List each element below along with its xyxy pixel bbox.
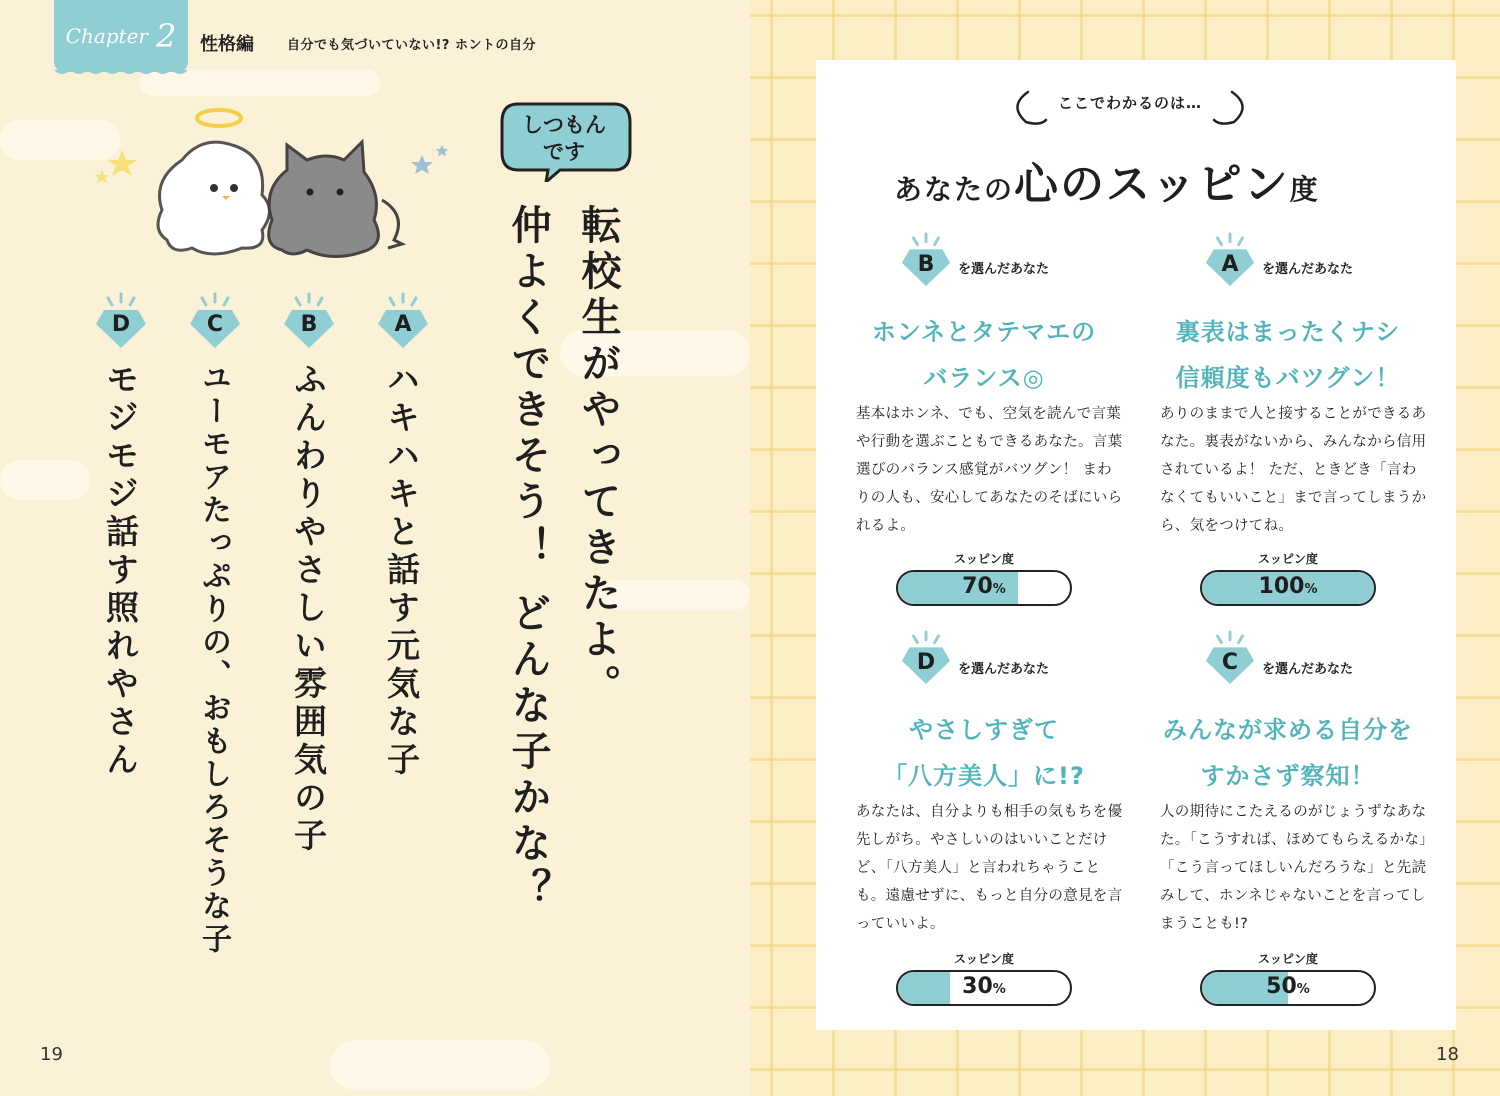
page-number-left: 19	[40, 1044, 63, 1065]
chapter-tab	[54, 0, 188, 72]
devil-tail-icon	[382, 200, 402, 248]
suppin-gauge	[1200, 970, 1376, 1006]
results-title-prefix: あなたの	[894, 173, 1015, 206]
section-name: 性格編	[200, 34, 254, 55]
suppin-gauge	[896, 570, 1072, 606]
gauge-value	[1202, 574, 1374, 599]
answer-letter: C	[206, 312, 224, 337]
result-letter: D	[916, 650, 936, 675]
result-body: あなたは、自分よりも相手の気もちを優先しがち。やさしいのはいいことだけど、「八方美人」と言われちゃうことも。遠慮せずに、もっと自分の意見を言っていいよ。	[856, 804, 1123, 932]
angel-ghost-icon	[158, 142, 270, 254]
answer-letter: D	[111, 312, 131, 337]
choice-label: を選んだあなた	[1262, 662, 1354, 677]
star-icon	[411, 145, 448, 174]
tab-wave-edge	[54, 70, 188, 78]
result-title-line-1: やさしすぎて	[909, 716, 1059, 744]
gauge-percent: 30	[962, 974, 993, 999]
page-number-right: 18	[1436, 1044, 1459, 1065]
question-line-1: 転校生がやってきたよ。	[575, 204, 621, 710]
star-icon	[95, 150, 137, 183]
choice-label: を選んだあなた	[958, 662, 1050, 677]
result-title-line-2: すかさず察知！	[1200, 761, 1376, 790]
result-body: 人の期待にこたえるのがじょうずなあなた。「こうすれば、ほめてもらえるかな」「こう言ってほしいんだろうな」と先読みして、ホンネじゃないことを言ってしまうことも!?	[1160, 804, 1427, 932]
gauge-label: スッピン度	[954, 952, 1014, 966]
results-title-main: 心のスッピン	[1014, 159, 1290, 210]
cloud-decoration	[600, 580, 750, 610]
question-bubble-label: しつもん です	[522, 113, 606, 165]
result-title-line-1: ホンネとタテマエの	[871, 318, 1097, 346]
result-title-line-2: バランス◎	[923, 363, 1045, 392]
gauge-unit: %	[992, 982, 1006, 997]
results-lead: ここでわかるのは…	[1058, 94, 1203, 112]
cloud-decoration	[330, 1040, 550, 1090]
answer-text: ふんわりやさしい雰囲気の子	[289, 362, 328, 856]
result-title	[834, 310, 1134, 401]
result-letter: B	[917, 252, 935, 277]
answer-text: ユーモアたっぷりの、おもしろそうな子	[196, 362, 231, 956]
result-title-line-2: 信頼度もバツグン！	[1175, 363, 1401, 392]
result-body: 基本はホンネ、でも、空気を読んで言葉や行動を選ぶこともできるあなた。言葉選びのバランス感覚がバツグン！ まわりの人も、安心してあなたのそばにいられるよ。	[856, 406, 1123, 534]
result-title-line-1: 裏表はまったくナシ	[1175, 318, 1401, 346]
result-title-line-2: 「八方美人」に!?	[883, 761, 1085, 790]
gauge-unit: %	[1304, 582, 1318, 597]
section-subtitle: 自分でも気づいていない!? ホントの自分	[287, 38, 536, 53]
answer-text: ハキハキと話す元気な子	[382, 362, 421, 780]
gauge-percent: 70	[962, 574, 993, 599]
choice-label: を選んだあなた	[1262, 262, 1354, 277]
result-title	[1138, 310, 1438, 401]
mascot-illustration	[82, 100, 462, 260]
gauge-unit: %	[992, 582, 1006, 597]
chapter-number: 2	[155, 17, 177, 55]
cloud-decoration	[0, 460, 90, 500]
gauge-percent: 50	[1266, 974, 1297, 999]
question-line-2: 仲よくできそう！ どんな子かな？	[505, 204, 551, 914]
result-body: ありのままで人と接することができるあなた。裏表がないから、みんなから信用されているよ！ ただ、ときどき「言わなくてもいいこと」まで言ってしまうから、気をつけてね。	[1160, 406, 1427, 534]
gauge-label: スッピン度	[1258, 552, 1318, 566]
gauge-unit: %	[1296, 982, 1310, 997]
gauge-label: スッピン度	[1258, 952, 1318, 966]
result-title	[1138, 708, 1438, 799]
halo-icon	[197, 110, 241, 126]
gauge-percent: 100	[1258, 574, 1305, 599]
result-title-line-1: みんなが求める自分を	[1163, 716, 1413, 744]
gauge-value	[898, 974, 1070, 999]
result-title	[834, 708, 1134, 799]
gauge-label: スッピン度	[954, 552, 1014, 566]
result-letter: C	[1221, 650, 1239, 675]
gauge-value	[1202, 974, 1374, 999]
answer-letter: A	[394, 312, 412, 337]
answer-letter: B	[300, 312, 318, 337]
suppin-gauge	[896, 970, 1072, 1006]
results-title	[894, 148, 1320, 212]
choice-label: を選んだあなた	[958, 262, 1050, 277]
suppin-gauge	[1200, 570, 1376, 606]
chapter-word: Chapter	[65, 24, 148, 48]
result-letter: A	[1221, 252, 1239, 277]
devil-cat-icon	[269, 142, 379, 257]
gauge-value	[898, 574, 1070, 599]
answer-text: モジモジ話す照れやさん	[101, 362, 140, 780]
results-title-suffix: 度	[1289, 173, 1320, 206]
